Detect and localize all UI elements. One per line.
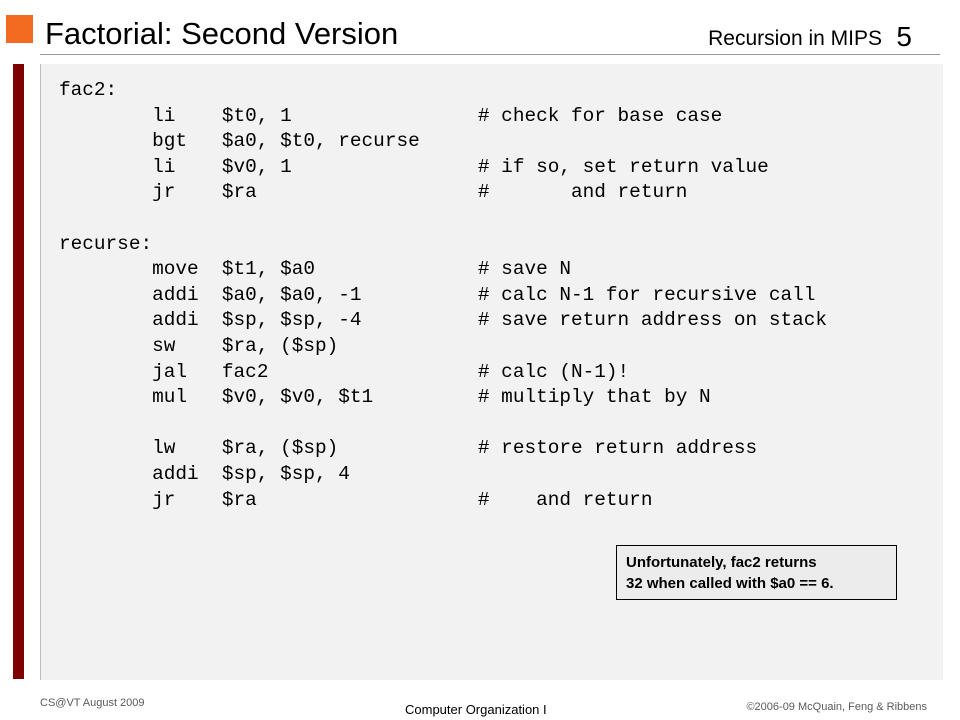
code-line: addi $sp, $sp, 4 <box>59 462 350 485</box>
slide-number: 5 <box>896 21 912 52</box>
code-line <box>59 206 827 232</box>
code-line: mul $v0, $v0, $t1 # multiply that by N <box>59 386 711 409</box>
code-line: addi $a0, $a0, -1 # calc N-1 for recursive call <box>59 283 816 306</box>
code-line: fac2: <box>59 79 118 101</box>
accent-square <box>6 15 33 43</box>
footer-date: CS@VT August 2009 <box>40 697 145 709</box>
code-line: li $t0, 1 # check for base case <box>59 104 723 127</box>
code-line: move $t1, $a0 # save N <box>59 258 571 281</box>
code-line: jr $ra # and return <box>59 488 653 511</box>
code-block <box>59 78 827 513</box>
code-line: li $v0, 1 # if so, set return value <box>59 155 769 178</box>
code-line: addi $sp, $sp, -4 # save return address on stack <box>59 309 827 332</box>
code-line: bgt $a0, $t0, recurse <box>59 130 420 153</box>
code-line: jr $ra # and return <box>59 181 688 204</box>
footer-course: Computer Organization I <box>405 702 547 717</box>
section-label: Recursion in MIPS <box>708 27 882 50</box>
code-line <box>59 411 827 437</box>
callout-note-line-1: Unfortunately, fac2 returns <box>626 554 817 571</box>
title-divider <box>40 54 940 55</box>
code-line: lw $ra, ($sp) # restore return address <box>59 437 758 460</box>
code-line: jal fac2 # calc (N-1)! <box>59 360 630 383</box>
callout-note <box>616 545 897 600</box>
code-line: recurse: <box>59 232 153 255</box>
callout-note-line-2: 32 when called with $a0 == 6. <box>626 575 834 592</box>
left-accent-bar <box>13 64 24 679</box>
code-line: sw $ra, ($sp) <box>59 334 339 357</box>
footer-copyright: ©2006-09 McQuain, Feng & Ribbens <box>746 701 927 713</box>
slide-title: Factorial: Second Version <box>45 16 399 51</box>
